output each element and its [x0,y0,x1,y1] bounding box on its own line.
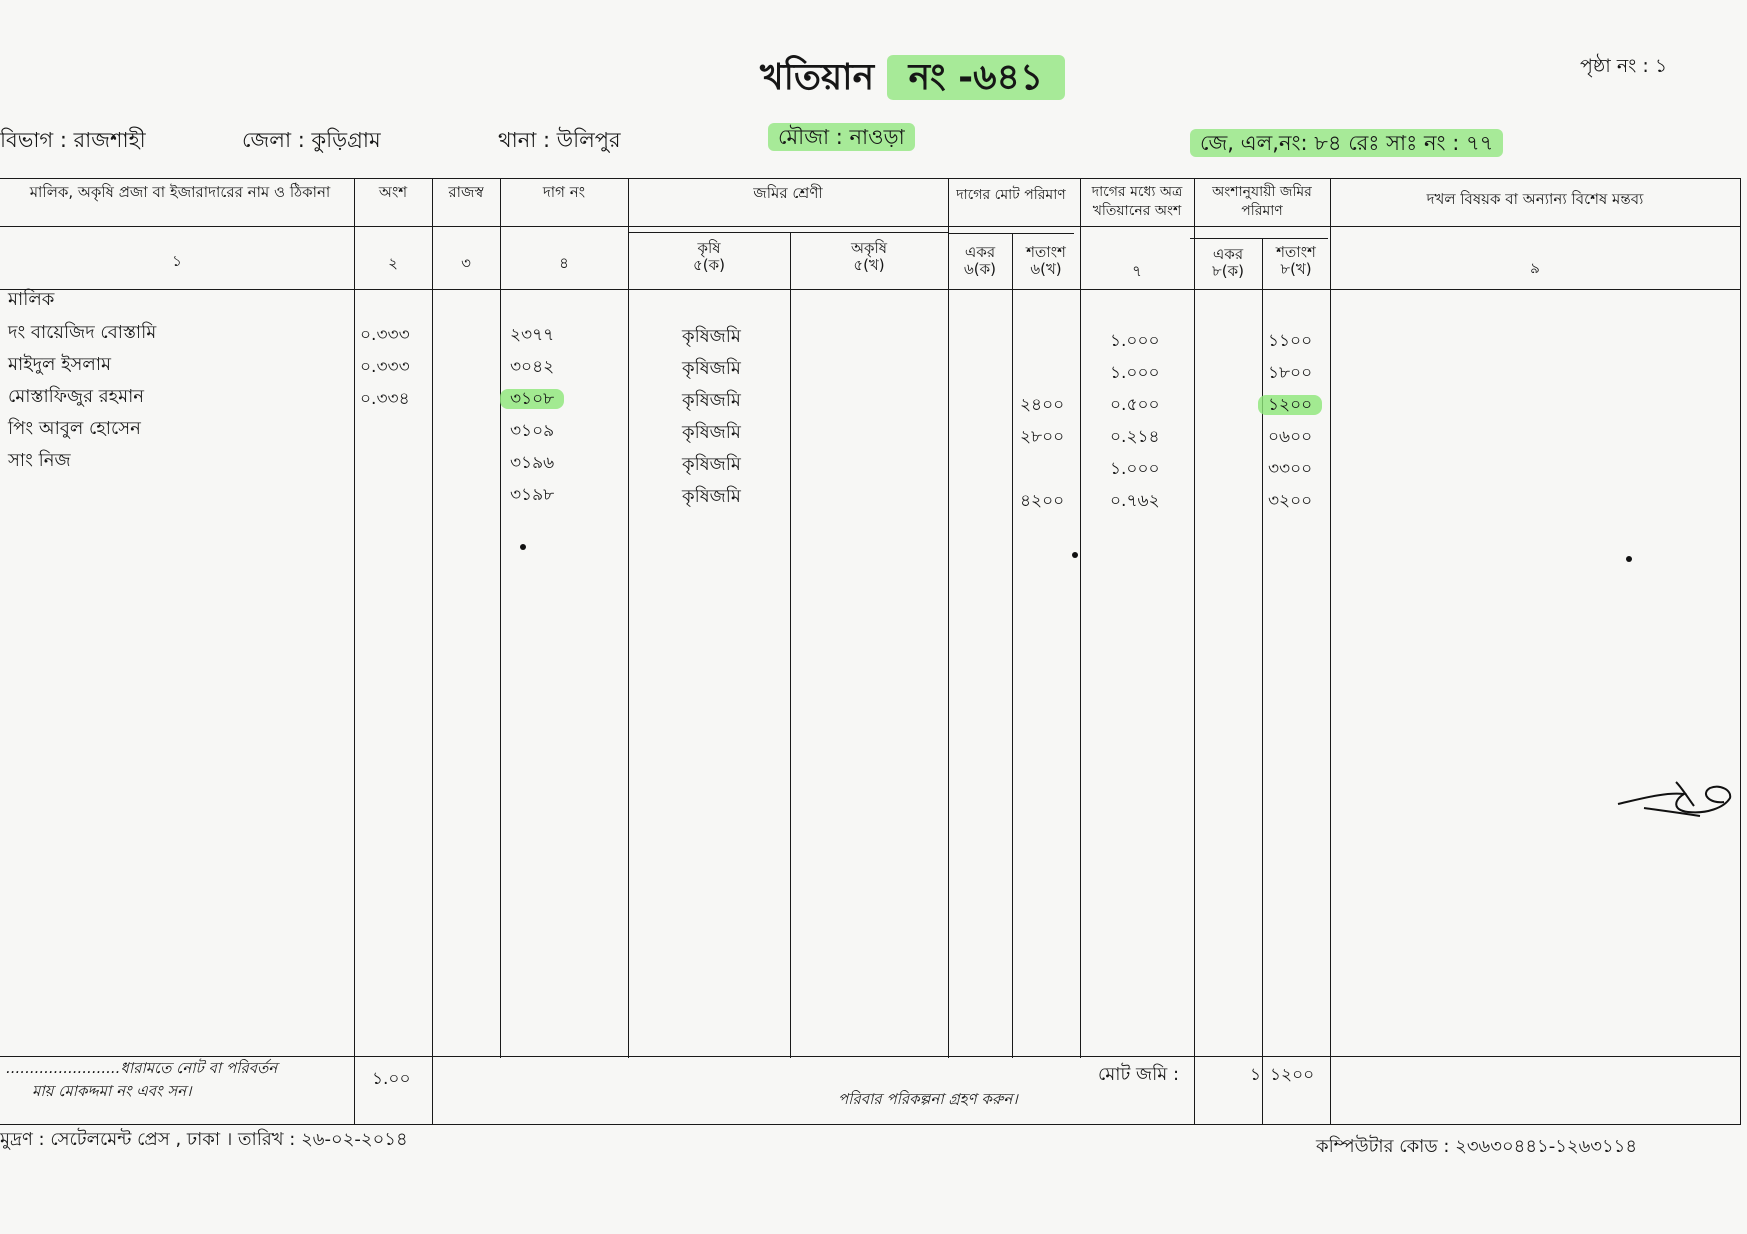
khatian-share-value: ০.২১৪ [1110,427,1160,447]
note-line-2: মায় মোকদ্দমা নং এবং সন। [32,1082,192,1100]
col-border-7 [1012,233,1013,1058]
col-border-9 [1194,178,1195,1125]
family-planning-note: পরিবার পরিকল্পনা গ্রহণ করুন। [838,1090,1018,1108]
district: জেলা : কুড়িগ্রাম [242,128,381,152]
col-border-11 [1330,178,1331,1125]
col-decimal-6-label: শতাংশ [1026,243,1066,261]
col-num-9: ৯ [1530,259,1540,277]
dag-number: ৩১০৯ [510,421,555,441]
page-number: পৃষ্ঠা নং : ১ [1580,55,1668,77]
ink-mark [520,544,526,550]
col-num-2: ২ [388,254,398,272]
land-class: কৃষিজমি [682,358,741,379]
col-border-6 [948,178,949,1058]
number-row-divider [0,289,1740,290]
col-acre-6-label: একর [964,243,996,261]
dag-number-highlighted [500,386,564,414]
col-acre-8 [1194,246,1262,280]
header-share-land: অংশানুযায়ী জমির পরিমাণ [1212,184,1312,219]
owners-label: মালিক [8,289,55,310]
col-border-8 [1080,178,1081,1058]
header-owner: মালিক, অকৃষি প্রজা বা ইজারাদারের নাম ও ঠিকানা [29,183,331,201]
owner-share: ০.৩৩৪ [360,389,410,409]
ink-mark [1072,552,1078,558]
decimal-8-value: ৩৩০০ [1268,459,1313,479]
owner-line: দং বায়েজিদ বোস্তামি [8,322,157,343]
decimal-8-value: ১২০০ [1258,395,1322,415]
col-decimal-8 [1262,244,1330,278]
col-num-7: ৭ [1132,262,1142,280]
col-border-1 [354,178,355,1125]
print-info: মুদ্রণ : সেটেলমেন্ট প্রেস , ঢাকা । তারিখ : ২৬-০২-২০১৪ [0,1129,408,1150]
col-border-2 [432,178,433,1125]
header-share: অংশ [378,183,408,201]
decimal-8-value: ৩২০০ [1268,491,1313,511]
thana: থানা : উলিপুর [498,128,621,152]
table-top-border [0,178,1740,179]
owner-line: পিং আবুল হোসেন [8,418,141,439]
col-num-4: ৪ [559,254,569,272]
decimal-6-value: ২৪০০ [1020,395,1065,415]
header-land-class: জমির শ্রেণী [753,184,823,202]
col-border-3 [500,178,501,1058]
khatian-title [760,50,1065,110]
decimal-8-value: ১১০০ [1268,331,1313,351]
col-decimal-6-number: ৬(খ) [1030,260,1062,278]
owner-line: মাইদুল ইসলাম [8,354,112,375]
division: বিভাগ : রাজশাহী [0,128,146,152]
total-decimal: ১২০০ [1270,1065,1315,1085]
decimal-6-value: ৪২০০ [1020,491,1065,511]
dag-total-subdivider [948,233,1074,234]
col-acre-6 [948,244,1012,278]
land-class: কৃষিজমি [682,454,741,475]
total-acre: ১ [1250,1065,1262,1085]
dag-number: ৩০৪২ [510,357,555,377]
jl-number-value: জে, এল,নং: ৮৪ রেঃ সাঃ নং : ৭৭ [1190,129,1503,157]
header-khatian-share: দাগের মধ্যে অত্র খতিয়ানের অংশ [1091,184,1183,219]
col-num-1: ১ [172,252,182,270]
owner-share: ০.৩৩৩ [360,357,410,377]
header-remarks: দখল বিষয়ক বা অন্যান্য বিশেষ মন্তব্য [1426,190,1644,208]
col-border-5 [790,232,791,1058]
col-nonagri-label: অকৃষি [850,239,888,257]
land-class: কৃষিজমি [682,390,741,411]
decimal-8-highlighted [1258,392,1322,420]
col-border-12 [1740,178,1741,1125]
col-acre-6-number: ৬(ক) [964,260,996,278]
owner-line: মোস্তাফিজুর রহমান [8,386,145,407]
title-number: নং -৬৪১ [887,55,1066,100]
col-agri [628,240,790,274]
col-decimal-8-number: ৮(খ) [1280,260,1312,278]
computer-code: কম্পিউটার কোড : ২৩৬৩০৪৪১-১২৬৩১১৪ [1316,1136,1638,1157]
col-nonagri [790,240,948,274]
dag-number: ৩১০৮ [500,389,564,409]
khatian-share-value: ১.০০০ [1110,459,1160,479]
khatian-share-value: ০.৫০০ [1110,395,1160,415]
decimal-6-value: ২৮০০ [1020,427,1065,447]
col-acre-8-number: ৮(ক) [1212,262,1244,280]
col-agri-label: কৃষি [697,239,721,257]
ink-mark [1626,556,1632,562]
note-line-1: ........................ধারামতে নোট বা পরিবর্তন [6,1059,278,1077]
col-border-10 [1262,238,1263,1125]
signature [1614,768,1740,828]
decimal-8-value: ১৮০০ [1268,363,1313,383]
land-class: কৃষিজমি [682,326,741,347]
khatian-table [0,178,1740,1126]
col-nonagri-number: ৫(খ) [853,256,885,274]
khatian-share-value: ১.০০০ [1110,363,1160,383]
header-divider [0,226,1740,227]
dag-number: ২৩৭৭ [510,325,555,345]
land-class: কৃষিজমি [682,486,741,507]
title-prefix: খতিয়ান [760,57,875,98]
col-num-3: ৩ [461,254,471,272]
land-class: কৃষিজমি [682,422,741,443]
mouza [768,121,915,156]
total-land-label: মোট জমি : [1098,1064,1180,1085]
jl-number [1190,127,1503,162]
col-border-4 [628,178,629,1058]
share-land-subdivider [1190,238,1328,239]
owner-line: সাং নিজ [8,450,71,471]
decimal-8-value: ০৬০০ [1268,427,1313,447]
header-dag-no: দাগ নং [542,183,586,201]
header-revenue: রাজস্ব [448,183,484,201]
mouza-value: মৌজা : নাওড়া [768,123,915,151]
total-share: ১.০০ [372,1069,411,1089]
header-dag-total: দাগের মোট পরিমাণ [956,187,1066,203]
col-decimal-6 [1012,244,1080,278]
col-decimal-8-label: শতাংশ [1276,243,1316,261]
dag-number: ৩১৯৬ [510,453,555,473]
khatian-share-value: ০.৭৬২ [1110,491,1160,511]
col-agri-number: ৫(ক) [693,256,725,274]
khatian-share-value: ১.০০০ [1110,331,1160,351]
dag-number: ৩১৯৮ [510,485,555,505]
owner-share: ০.৩৩৩ [360,325,410,345]
col-acre-8-label: একর [1212,245,1244,263]
land-class-subdivider [628,232,948,233]
